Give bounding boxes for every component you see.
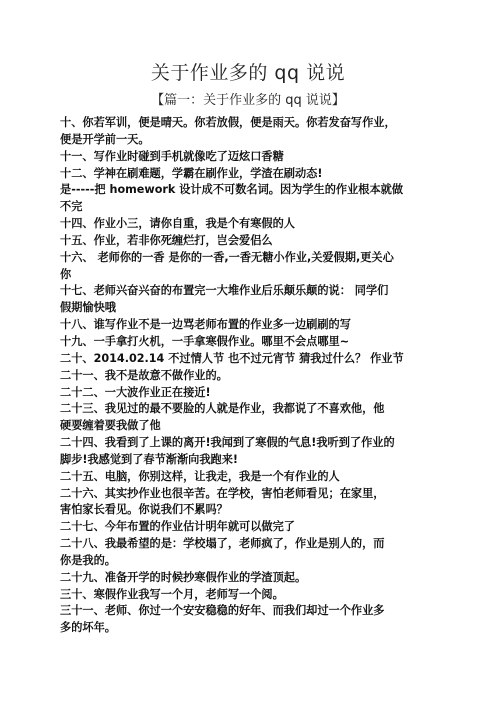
text-line: 二十五、电脑，你别这样，让我走，我是一个有作业的人 <box>60 469 340 483</box>
text-line: 十七、老师兴奋兴奋的布置完一大堆作业后乐颠乐颠的说： 同学们 <box>60 284 389 298</box>
text-line: 十、你若军训，便是晴天。你若放假，便是雨天。你若发奋写作业， <box>60 116 396 129</box>
text-line: 二十六、其实抄作业也很辛苦。在学校，害怕老师看见；在家里， <box>60 486 385 500</box>
text-line: 二十二、一大波作业正在接近! <box>60 385 211 399</box>
text-line: 你 <box>60 267 72 281</box>
text-line: 你是我的。 <box>60 553 116 567</box>
document-body <box>60 115 448 637</box>
text-line: 十九、一手拿打火机，一手拿寒假作业。哪里不会点哪里~ <box>60 334 350 348</box>
text-line: 便是开学前一天。 <box>60 132 150 146</box>
text-line: 二十三、我见过的最不要脸的人就是作业，我都说了不喜欢他，他 <box>60 402 385 416</box>
text-line: 硬要缠着要我做了他 <box>60 419 161 433</box>
text-line: 十四、作业小三，请你自重，我是个有寒假的人 <box>60 217 295 231</box>
text-line: 二十七、今年布置的作业估计明年就可以做完了 <box>60 520 295 534</box>
text-line: 二十一、我不是故意不做作业的。 <box>60 368 228 382</box>
text-line: 二十八、我最希望的是：学校塌了，老师疯了，作业是别人的，而 <box>60 537 385 551</box>
text-line: 害怕家长看见。你说我们不累吗？ <box>60 503 228 517</box>
text-line: 多的坏年。 <box>60 621 116 635</box>
text-line: 三十一、老师、你过一个安安稳稳的好年、而我们却过一个作业多 <box>60 604 385 618</box>
text-line: 不完 <box>60 200 83 214</box>
document-subtitle: 【篇一：关于作业多的 qq 说说】 <box>151 93 345 108</box>
document-title: 关于作业多的 qq 说说 <box>150 62 346 84</box>
text-line: 三十、寒假作业我写一个月，老师写一个阅。 <box>60 587 284 601</box>
text-line: 是-----把 homework 设计成不可数名词。因为学生的作业根本就做 <box>60 183 404 197</box>
text-line: 脚步!我感觉到了春节渐渐向我跑来! <box>60 452 239 466</box>
text-line: 十五、作业，若非你死缠烂打，岂会爱侣么 <box>60 233 273 247</box>
text-line: 二十四、我看到了上课的离开!我闻到了寒假的气息!我听到了作业的 <box>60 436 395 450</box>
text-line: 十一、写作业时碰到手机就像吃了迈炫口香糖 <box>60 149 284 163</box>
text-line: 二十九、准备开学的时候抄寒假作业的学渣顶起。 <box>60 570 307 584</box>
text-line: 十八、谁写作业不是一边骂老师布置的作业多一边刷刷的写 <box>60 318 351 332</box>
text-line: 假期愉快哦 <box>60 301 116 315</box>
text-line: 十二、学神在刷难题，学霸在刷作业，学渣在刷动态! <box>60 166 323 180</box>
text-line: 十六、 老师你的一香 是你的一香,一香无糖小作业,关爱假期,更关心 <box>60 250 394 264</box>
text-line: 二十、2014.02.14 不过情人节 也不过元宵节 猜我过什么？ 作业节 <box>60 351 404 365</box>
